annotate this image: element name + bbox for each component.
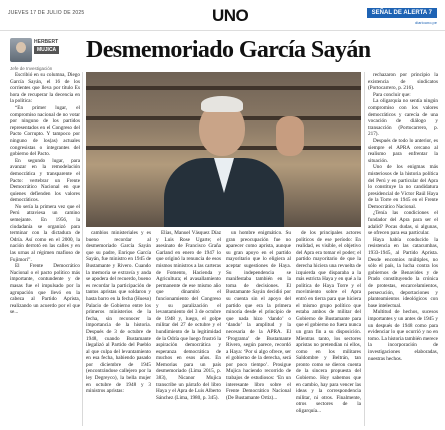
article-column-5 <box>296 230 361 426</box>
paragraph: rechazaron por principio la existencia de sindicatos (Portocarrero, p. 216). <box>368 72 438 92</box>
author-first-name: HERBERT <box>34 39 59 45</box>
photo-subject-hair <box>201 96 243 112</box>
paragraph: Para concluir que: <box>373 91 411 98</box>
column-divider <box>364 72 365 426</box>
paragraph: Uno de los enigmas más misteriosos de la historia política del Perú y en particular del Apra lo constituye la no candidatura presidencial de Víctor Raúl Haya de la Torre en 1945 en el Frente Democrático Nacional. <box>368 164 438 210</box>
author-last-name: MUJICA <box>34 46 59 54</box>
paragraph: cambios ministeriales y es bueno recordar al desmemoriado García Sayán que su padre, Enrique García Sayán, fue ministro en 1945 de Bustamante y Rivero. Cuando la memoria se extravía y anda se apodera del recuerdo, bueno es recordar la participación de tantos apristas que soldaron y hasta barro en la fecha (Hueso) Palacio de Gobierno entre los primeros ministerios de la fecha, sin reconocer la importancia de la historia. Después de 3 de octubre de 1948, cuando Bustamante ilegalizó al Partido del Pueblo al que culpa del levantamiento en esa fecha, habiendo pasado por diciembre de 1945 (encontrándose callejero por la ley Degreyco), la bella mujer en octubre de 1948 y 3 ministros apristas: <box>86 230 151 395</box>
issue-date: JUEVES 17 DE JULIO DE 2025 <box>8 10 85 16</box>
article-column-4 <box>226 230 291 426</box>
paragraph: Escribió en su columna, Diego García Sayán, el 16 de los corrientes que lleva por título Es hora de recuperar la decencia en la política: <box>10 72 80 105</box>
author-role: Jefe de Investigación <box>10 66 53 71</box>
article-column-3 <box>156 230 221 426</box>
paragraph: de los principales actores políticos de ese período: En realidad, es visible, el objetivo del Apra era tomar el poder; el partido mayoritario de que la derecha hiciera una revuelta de izquierda que disparaba a la más estricta Haya y en qué a la política de Haya Torre y el movimiento sobre el Apra entró en tierra para que hiciera el mismo grupo político que estaba ambos de militar del Gobierno de Bustamante para que el gobierno no fuera nunca un gran fin a su disposición. Mientras tanto, los sectores apristas no pretendían ni ellos, como en los militares Saldombre y Beltrán, tan pronto como se dieron cuenta de la sincera propuesta del Gobierno. Hoy sabemos que en cambio, hay para vencer las ideas y la correspondencia militar, ni otros. Finalmente, otros sectores de la oligarquía... <box>296 230 361 415</box>
photo-subject-hand <box>276 116 304 156</box>
site-url: diariouno.pe <box>414 20 437 25</box>
paragraph: En segundo lugar, para avanzar en la remodelación democrática y transparente el Pacto: vertebrar un Frente Democrático Nacional en que quienes defienden los valores democráticos. <box>10 157 80 204</box>
article-column-6 <box>368 72 438 426</box>
paragraph: ¿Tenía las condiciones el fundador del Apra para ser el adalid? Pocas dudas, si algunas, se ofrecen para esa particular. <box>368 210 438 237</box>
article-column-1 <box>10 72 80 426</box>
paragraph: un hombre enigmático. Su gran preocupación fue no aparecer como aprista, aunque su gran apoyo en el partido mayoritario que lo eligiera al aceptar sugestiones de Haya. Su independencia se manifestaba también en la toma de decisiones. El Bustamante Sayán decidió por su cuenta sin el apoyo del partido que era la primera minoría desde el principio de que nada hizo ‘dando’ o ‘dando’ la amplitud y la necesaria de la APRA. El ‘Programa’ de Bustamante Rivero, según parece, recordó a Haya: ‘Por si algo ofrece, ser el gobierno de la derecha, será por poco tiempo’. Prosigue Mujica haciendo recorrido de trabajos de estudiosos: ‘En un interesante libro sobre el Frente Democrático Nacional (De Bustamante Ortiz)... <box>226 230 291 401</box>
paragraph: Después de todo lo anterior, es siempre el APRA cercano al realismo para enfrentar la situación. <box>368 137 438 164</box>
paragraph: “En primer lugar, el compromiso nacional de no votar por ninguno de los partidos representados en el Congreso del Pacto Corrupto. Y tampoco por ninguno de los(as) actuales congresistas o integrantes del gobierno del Pacto. <box>10 104 80 158</box>
paragraph: No sería la primera vez que el Perú atraviesa un camino semejante. En 1956, la ciudadanía se organizó para terminar con la dictadura de Odría. Así como en el 2000, la nación derrotó en las calles y en las urnas al régimen mafioso de Fujimori”. <box>10 203 80 263</box>
article-column-2 <box>86 230 151 426</box>
column-divider <box>82 72 83 426</box>
article-photo <box>86 72 361 227</box>
paragraph: Elías, Manuel Vásquez Díaz y Luis Rose Ugarte; el asesinato de Francisco Graña Garland en enero de 1947 lo que originó la renuncia de esos mismos ministros a las carteras de Fomento, Hacienda y Agricultura; el avasallamiento permanente de ese mismo año que dinamitó el funcionamiento del Congreso y su paralización el levantamiento del 3 de octubre de 1948 y, luego, el golpe militar del 27 de octubre y el hundimiento de la legitimidad de la Odría que luego frustró la aspiración democrática y esperanza democrática de muchos en esos años. En Memorias para un país desmemoriado (Lima 2015, p. 383), Nicanor Mujica transcribe un párrafo del libro Haya y el Apra de Luis Alberto Sánchez (Lima, 1980, p. 345). <box>156 230 221 401</box>
photo-shelf <box>86 86 361 90</box>
newspaper-logo: UNO <box>212 6 249 25</box>
author-avatar <box>10 38 32 62</box>
page-header <box>0 0 445 31</box>
article-headline: Desmemoriado García Sayán <box>86 37 371 63</box>
paragraph: El Frente Democrático Nacional o el pacto político más importante, contundente y de masas fue el impulsado por la agrupación que llevó en la cabeza al Partido Aprista, realizando un acuerdo por el que se... <box>10 263 80 316</box>
paragraph: La oligarquía no sentía ningún compromiso con los valores democráticos y carecía de una vocación de diálogo y transacción (Portocarrero, p. 217). <box>368 98 438 138</box>
paragraph: Haya había conducido la resistencia en las catacumbas, 1933-1945, al Partido Aprista. Desde encomios múltiples, no sólo el país, la lucha contra los gobiernos de Benavides y de Prado constituyendo la crónica de protestas, encarcelamientos, persecución, deportaciones y planteamientos ideológicos con base intelectual. <box>368 236 438 309</box>
author-byline <box>10 38 80 71</box>
paragraph: Multitud de hechos, sucesos importantes y un antes de 1945 y un después de 1948 como para evidenciar lo que ocurrió y no en tomo. La historia también merece la incorporación de investigaciones elaboradas, nuestras hechos. <box>368 309 438 362</box>
section-badge: SEÑAL DE ALERTA 7 <box>367 8 437 18</box>
